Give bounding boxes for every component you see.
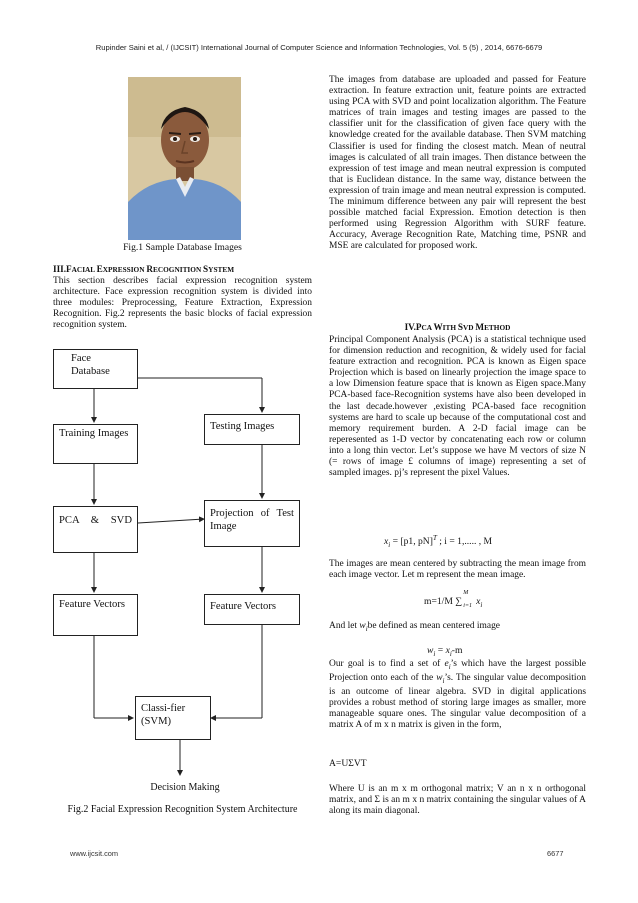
title-cap: E bbox=[96, 264, 103, 274]
equation-3 bbox=[427, 645, 462, 658]
title-cap: F bbox=[66, 264, 72, 274]
box-projection-test-image: Projection of Test Image bbox=[204, 500, 300, 547]
title-cap: W bbox=[433, 322, 443, 332]
eq1-tail: ; i = 1,..... , M bbox=[436, 536, 493, 548]
eq2-sum-top: M bbox=[463, 590, 469, 596]
decision-making-label: Decision Making bbox=[150, 782, 220, 793]
box-classifier-svm: Classi-fier (SVM) bbox=[135, 696, 211, 740]
section-4-body-2: The images are mean centered by subtracting the mean image from each image vector. Let m represent the mean image. bbox=[329, 559, 586, 581]
equation-2 bbox=[424, 590, 483, 609]
title-rest: VD bbox=[463, 323, 476, 332]
box-testing-images: Testing Images bbox=[204, 414, 300, 445]
eq2-lhs: m=1/M bbox=[424, 596, 453, 607]
eq2-sub: i bbox=[480, 600, 483, 609]
eq1-sup: T bbox=[432, 534, 437, 542]
box-feature-vectors-left: Feature Vectors bbox=[53, 594, 138, 636]
figure-2-caption: Fig.2 Facial Expression Recognition System Architecture bbox=[67, 804, 298, 815]
body4-w: w bbox=[436, 672, 443, 683]
title-rest: ITH bbox=[442, 323, 458, 332]
title-rest: YSTEM bbox=[208, 265, 235, 274]
title-rest: ECOGNITION bbox=[152, 265, 204, 274]
body4-e: e bbox=[444, 659, 449, 669]
section-4-body-3 bbox=[329, 621, 586, 635]
eq1-sub: i bbox=[388, 541, 391, 550]
section-4-heading bbox=[329, 322, 586, 332]
eq2-sum-bot: i=1 bbox=[463, 603, 472, 609]
right-column bbox=[329, 75, 586, 817]
title-cap: R bbox=[146, 264, 153, 274]
title-rest: CA bbox=[421, 323, 434, 332]
body3-post: be defined as mean centered image bbox=[367, 621, 500, 631]
eq2-sum: ∑ bbox=[455, 596, 463, 607]
section-4-body-4 bbox=[329, 659, 586, 731]
section-4-number: IV. bbox=[404, 322, 416, 332]
body4-c: ’s. The singular value decomposition is an outcome of linear algebra. SVD in digital applications provides a robust method of storing large images as smaller, more manageable square ones. The singular value decomposition of a matrix A of m x n matrix is given in the form, bbox=[329, 672, 586, 731]
body4-a: Our goal is to find a set of bbox=[329, 659, 445, 669]
section-3-body: This section describes facial expression recognition system architecture. Face expression recognition system is divided into three modules: Preprocessing, Feature Extraction, Expression Recognition. Fig.2 represents the basic blocks of facial expression recognition system. bbox=[53, 276, 312, 331]
section-3-number: III. bbox=[53, 264, 67, 274]
figure-1-caption: Fig.1 Sample Database Images bbox=[123, 242, 242, 253]
eq3-x: x bbox=[445, 645, 450, 656]
eq3-x-sub: i bbox=[449, 649, 452, 658]
title-cap: S bbox=[457, 322, 464, 332]
section-4-body-5: Where U is an m x m orthogonal matrix; V an n x n orthogonal matrix, and Σ is an m x n matrix containing the singular values of A along its main diagonal. bbox=[329, 784, 586, 817]
title-cap: S bbox=[203, 264, 209, 274]
running-header: Rupinder Saini et al, / (IJCSIT) International Journal of Computer Science and Information Technologies, Vol. 5 (5) , 2014, 6676-6679 bbox=[95, 43, 543, 52]
body3-pre: And let bbox=[329, 621, 360, 631]
body4-b: ’s which have the largest possible Projection onto each of the bbox=[329, 659, 586, 683]
box-pca-svd: PCA & SVD bbox=[53, 506, 138, 553]
eq1-x: x bbox=[384, 536, 389, 548]
title-cap: M bbox=[475, 322, 485, 332]
body3-sub: i bbox=[365, 624, 368, 633]
box-feature-vectors-right: Feature Vectors bbox=[204, 594, 300, 625]
box-training-images: Training Images bbox=[53, 424, 138, 464]
section-4-body-1: Principal Component Analysis (PCA) is a statistical technique used for dimension reduction and recognition, & widely used for facial feature extraction and recognition. PCA is known as Eigen space Projection which is based on linearly projection the image space to a low Dimension feature space that is known as Eigen space.Many PCA-based face-Recognition systems have also been developed in the last decade.however ,existing PCA-based face recognition systems are hard to scale up because of the computational cost and memory requirement burden. A 2-D facial image can be reperesented as 1-D vector by concatenating each row or column into a long thin vector. Let’s suppose we have M vectors of size N (= rows of image £ columns of image) representing a set of sampled images. pj’s represent the pixel Values. bbox=[329, 335, 586, 479]
title-rest: XPRESSION bbox=[102, 265, 147, 274]
arrow-pca-to-projection bbox=[138, 519, 204, 523]
title-rest: ETHOD bbox=[484, 323, 511, 332]
body4-e-sub: i bbox=[448, 662, 451, 671]
right-intro-paragraph: The images from database are uploaded and passed for Feature extraction. In feature extraction unit, feature points are extracted using PCA with SVD and point localization algorithm. The Feature matrices of train images and testing images are passed to the classifier unit for the classification of given face query with the knowledge created for the available database. Then SVM matching Classifier is used for finding the closest match. Mean of neutral images is calculated of all train images. Then distance between the expression of test image and mean neutral expression is computed that is Euclidean distance. In the same way, distance between the expression of train image and mean neutral expression is computed. The minimum difference between any pair will represent the best possible matched facial Expression. Emotion detection is then performed using Regression Algorithm with SURF feature. Accuracy, Average Recognition Rate, Matching time, PSNR and MSE are calculated for proposed work. bbox=[329, 75, 586, 252]
eq3-eq: = bbox=[435, 645, 446, 656]
eq1-mid: = [p1, pN] bbox=[390, 536, 433, 548]
box-face-database-label: Face Database bbox=[71, 353, 110, 377]
title-rest: ACIAL bbox=[71, 265, 97, 274]
body4-w-sub: i bbox=[442, 676, 445, 685]
box-face-database bbox=[53, 349, 138, 389]
equation-1 bbox=[384, 534, 492, 549]
body3-w: w bbox=[359, 621, 366, 631]
eq3-w: w bbox=[427, 645, 434, 656]
title-cap: P bbox=[415, 322, 422, 332]
footer-website: www.ijcsit.com bbox=[70, 849, 119, 858]
equation-4: A=UΣVT bbox=[329, 758, 367, 769]
footer-page-number: 6677 bbox=[547, 849, 564, 858]
eq3-w-sub: i bbox=[433, 649, 436, 658]
eq3-tail: -m bbox=[451, 645, 463, 656]
eq2-x: x bbox=[476, 596, 481, 607]
